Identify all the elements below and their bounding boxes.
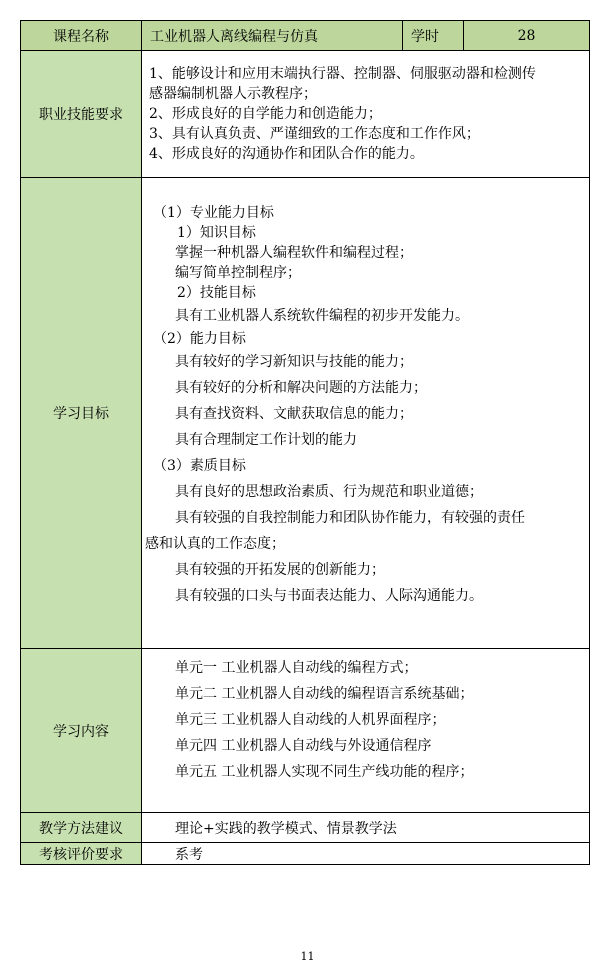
skills-label: 职业技能要求 [21, 51, 142, 178]
assessment-label: 考核评价要求 [21, 843, 142, 865]
objectives-content [142, 178, 590, 649]
content-label: 学习内容 [21, 649, 142, 813]
objectives-line: 感和认真的工作态度； [145, 536, 285, 552]
objectives-section-title: （3）素质目标 [153, 458, 246, 474]
assessment-value: 系考 [142, 843, 590, 865]
objectives-line: 掌握一种机器人编程软件和编程过程； [175, 245, 413, 261]
skills-line: 4、形成良好的沟通协作和团队合作的能力。 [149, 146, 424, 162]
content-units [142, 649, 590, 813]
content-unit: 单元一 工业机器人自动线的编程方式； [175, 660, 418, 676]
hours-label: 学时 [403, 21, 464, 51]
content-unit: 单元三 工业机器人自动线的人机界面程序； [175, 712, 446, 728]
content-unit: 单元五 工业机器人实现不同生产线功能的程序； [175, 764, 474, 780]
objectives-subsection-title: 2）技能目标 [177, 285, 256, 301]
methods-label: 教学方法建议 [21, 813, 142, 843]
content-row [21, 649, 590, 813]
skills-row [21, 51, 590, 178]
content-unit: 单元四 工业机器人自动线与外设通信程序 [175, 738, 432, 754]
objectives-subsection-title: 1）知识目标 [177, 225, 256, 241]
objectives-line: 具有较好的学习新知识与技能的能力； [175, 354, 413, 370]
objectives-line: 具有较强的口头与书面表达能力、人际沟通能力。 [175, 588, 483, 604]
hours-value: 28 [464, 21, 590, 51]
objectives-line: 具有较强的开拓发展的创新能力； [175, 562, 385, 578]
objectives-line: 具有工业机器人系统软件编程的初步开发能力。 [175, 308, 469, 324]
methods-row [21, 813, 590, 843]
objectives-line: 具有较强的自我控制能力和团队协作能力，有较强的责任 [175, 510, 525, 526]
course-name-label: 课程名称 [21, 21, 142, 51]
skills-line: 2、形成良好的自学能力和创造能力； [149, 106, 382, 122]
objectives-section-title: （1）专业能力目标 [153, 205, 274, 221]
objectives-section-title: （2）能力目标 [153, 331, 246, 347]
page-number: 11 [300, 950, 315, 963]
assessment-row [21, 843, 590, 865]
header-row [21, 21, 590, 51]
objectives-line: 具有较好的分析和解决问题的方法能力； [175, 380, 427, 396]
course-name-value: 工业机器人离线编程与仿真 [142, 21, 403, 51]
objectives-label: 学习目标 [21, 178, 142, 649]
course-table [20, 20, 590, 865]
objectives-line: 具有良好的思想政治素质、行为规范和职业道德； [175, 484, 483, 500]
skills-line: 3、具有认真负责、严谨细致的工作态度和工作作风； [149, 126, 480, 142]
objectives-line: 编写简单控制程序； [175, 265, 301, 281]
methods-value: 理论+实践的教学模式、情景教学法 [142, 813, 590, 843]
objectives-line: 具有合理制定工作计划的能力 [175, 432, 357, 448]
objectives-line: 具有查找资料、文献获取信息的能力； [175, 406, 413, 422]
objectives-row [21, 178, 590, 649]
content-unit: 单元二 工业机器人自动线的编程语言系统基础； [175, 686, 474, 702]
skills-line: 1、能够设计和应用末端执行器、控制器、伺服驱动器和检测传 [149, 66, 536, 82]
skills-line: 感器编制机器人示教程序； [149, 86, 317, 102]
skills-content [142, 51, 590, 178]
